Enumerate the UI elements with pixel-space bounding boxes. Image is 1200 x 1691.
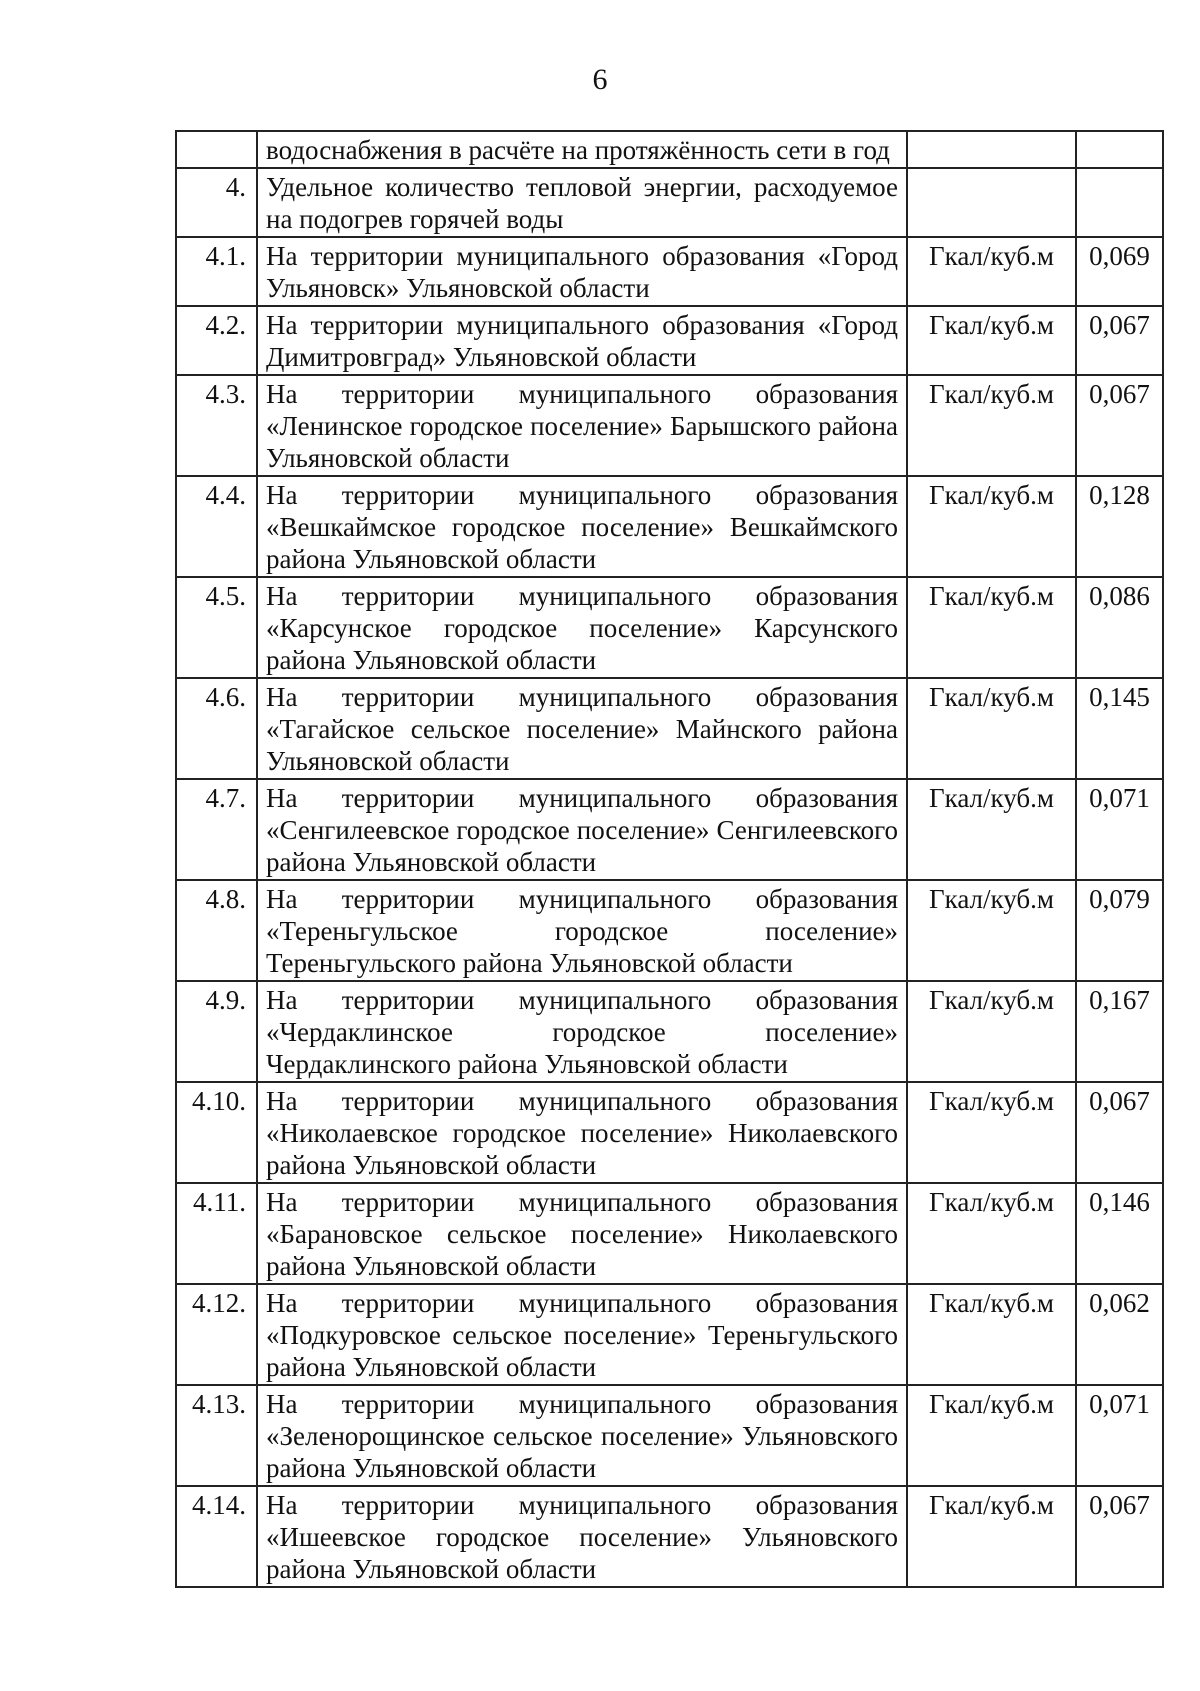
row-unit: Гкал/куб.м (907, 1486, 1076, 1587)
table-row (176, 1486, 1163, 1587)
row-description: На территории муниципального образования «Николаевское городское поселение» Николаевского района Ульяновской области (257, 1082, 907, 1183)
row-unit (907, 168, 1076, 237)
table-row (176, 306, 1163, 375)
row-number: 4.1. (176, 237, 257, 306)
row-description: На территории муниципального образования «Карсунское городское поселение» Карсунского района Ульяновской области (257, 577, 907, 678)
row-number: 4.7. (176, 779, 257, 880)
row-unit: Гкал/куб.м (907, 237, 1076, 306)
row-unit: Гкал/куб.м (907, 1183, 1076, 1284)
table-row (176, 1284, 1163, 1385)
row-value: 0,071 (1076, 779, 1163, 880)
table-row (176, 880, 1163, 981)
row-number: 4. (176, 168, 257, 237)
row-value (1076, 131, 1163, 168)
table-row (176, 577, 1163, 678)
table-row (176, 375, 1163, 476)
row-value: 0,086 (1076, 577, 1163, 678)
row-number: 4.2. (176, 306, 257, 375)
row-unit: Гкал/куб.м (907, 1082, 1076, 1183)
row-unit: Гкал/куб.м (907, 476, 1076, 577)
row-description: На территории муниципального образования «Барановское сельское поселение» Николаевского района Ульяновской области (257, 1183, 907, 1284)
table-row (176, 476, 1163, 577)
row-description: На территории муниципального образования «Ишеевское городское поселение» Ульяновского района Ульяновской области (257, 1486, 907, 1587)
row-value: 0,128 (1076, 476, 1163, 577)
row-number: 4.9. (176, 981, 257, 1082)
row-value: 0,067 (1076, 1486, 1163, 1587)
row-description: На территории муниципального образования «Подкуровское сельское поселение» Тереньгульского района Ульяновской области (257, 1284, 907, 1385)
row-description: На территории муниципального образования «Ленинское городское поселение» Барышского района Ульяновской области (257, 375, 907, 476)
row-number: 4.11. (176, 1183, 257, 1284)
row-value: 0,071 (1076, 1385, 1163, 1486)
row-unit: Гкал/куб.м (907, 981, 1076, 1082)
row-number: 4.5. (176, 577, 257, 678)
row-unit: Гкал/куб.м (907, 1385, 1076, 1486)
row-number: 4.3. (176, 375, 257, 476)
row-value: 0,067 (1076, 1082, 1163, 1183)
row-value (1076, 168, 1163, 237)
table-row (176, 1082, 1163, 1183)
row-unit: Гкал/куб.м (907, 1284, 1076, 1385)
row-unit: Гкал/куб.м (907, 306, 1076, 375)
row-value: 0,062 (1076, 1284, 1163, 1385)
table-row (176, 168, 1163, 237)
row-number: 4.14. (176, 1486, 257, 1587)
row-description: На территории муниципального образования «Сенгилеевское городское поселение» Сенгилеевского района Ульяновской области (257, 779, 907, 880)
row-number (176, 131, 257, 168)
row-number: 4.13. (176, 1385, 257, 1486)
row-unit: Гкал/куб.м (907, 577, 1076, 678)
row-number: 4.6. (176, 678, 257, 779)
row-description: На территории муниципального образования «Чердаклинское городское поселение» Чердаклинского района Ульяновской области (257, 981, 907, 1082)
row-number: 4.8. (176, 880, 257, 981)
row-unit: Гкал/куб.м (907, 375, 1076, 476)
row-number: 4.10. (176, 1082, 257, 1183)
indicators-table (175, 130, 1164, 1588)
row-unit: Гкал/куб.м (907, 779, 1076, 880)
table-row (176, 779, 1163, 880)
row-description: водоснабжения в расчёте на протяжённость сети в год (257, 131, 907, 168)
table-row (176, 237, 1163, 306)
row-description: На территории муниципального образования «Тереньгульское городское поселение» Тереньгульского района Ульяновской области (257, 880, 907, 981)
row-value: 0,146 (1076, 1183, 1163, 1284)
row-description: На территории муниципального образования «Город Димитровград» Ульяновской области (257, 306, 907, 375)
table-row (176, 981, 1163, 1082)
page-number: 6 (592, 63, 608, 96)
row-unit: Гкал/куб.м (907, 880, 1076, 981)
table-row (176, 678, 1163, 779)
row-value: 0,167 (1076, 981, 1163, 1082)
row-value: 0,079 (1076, 880, 1163, 981)
row-description: На территории муниципального образования «Тагайское сельское поселение» Майнского района Ульяновской области (257, 678, 907, 779)
row-description: На территории муниципального образования «Вешкаймское городское поселение» Вешкаймского района Ульяновской области (257, 476, 907, 577)
row-number: 4.4. (176, 476, 257, 577)
table-row (176, 1385, 1163, 1486)
row-description: На территории муниципального образования «Зеленорощинское сельское поселение» Ульяновского района Ульяновской области (257, 1385, 907, 1486)
row-value: 0,067 (1076, 375, 1163, 476)
row-value: 0,069 (1076, 237, 1163, 306)
row-description: На территории муниципального образования «Город Ульяновск» Ульяновской области (257, 237, 907, 306)
row-description: Удельное количество тепловой энергии, расходуемое на подогрев горячей воды (257, 168, 907, 237)
row-unit: Гкал/куб.м (907, 678, 1076, 779)
row-value: 0,067 (1076, 306, 1163, 375)
table-row (176, 1183, 1163, 1284)
row-value: 0,145 (1076, 678, 1163, 779)
table-row (176, 131, 1163, 168)
row-number: 4.12. (176, 1284, 257, 1385)
row-unit (907, 131, 1076, 168)
